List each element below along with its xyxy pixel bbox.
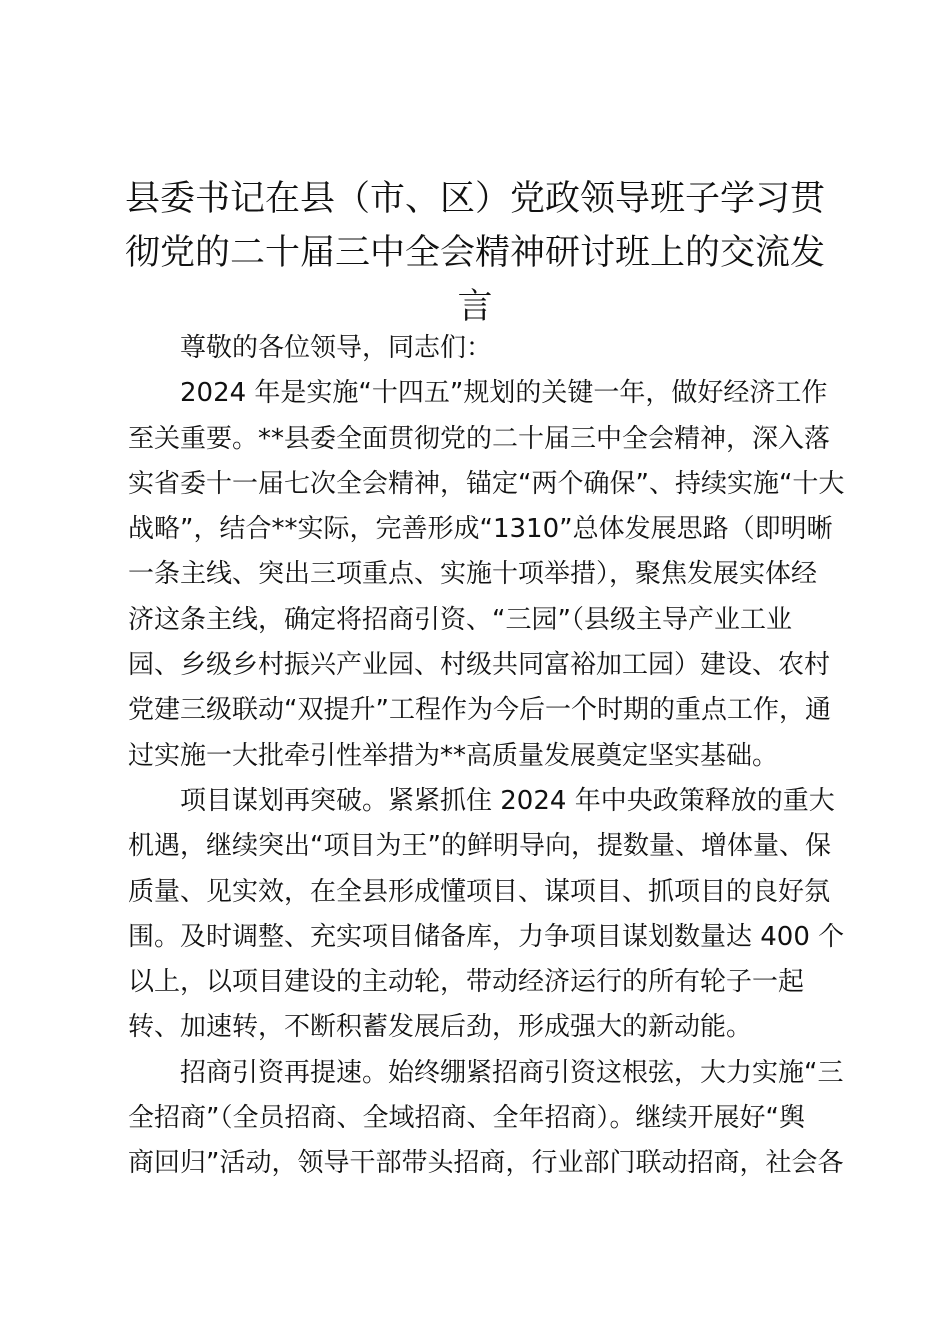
paragraph-line: 质量、见实效，在全县形成懂项目、谋项目、抓项目的良好氛 [128,876,831,907]
paragraph-line: 一条主线、突出三项重点、实施十项举措），聚焦发展实体经 [128,559,818,590]
document-body [128,326,845,1187]
salutation: 尊敬的各位领导，同志们： [180,333,493,363]
paragraph-line: 党建三级联动“双提升”工程作为今后一个时期的重点工作，通 [128,695,831,726]
paragraph-line: 以上，以项目建设的主动轮，带动经济运行的所有轮子一起 [128,967,805,998]
paragraph-line: 济这条主线，确定将招商引资、“三园”（县级主导产业工业 [128,604,792,635]
paragraph-line: 招商引资再提速。始终绷紧招商引资这根弦，大力实施“三 [180,1057,844,1088]
paragraph-line: 转、加速转，不断积蓄发展后劲，形成强大的新动能。 [128,1012,753,1043]
paragraph-line: 围。及时调整、充实项目储备库，力争项目谋划数量达 400 个 [128,921,845,952]
paragraph-line: 园、乡级乡村振兴产业园、村级共同富裕加工园）建设、农村 [128,650,831,681]
paragraph-line: 全招商”（全员招商、全域招商、全年招商）。继续开展好“舆 [128,1103,805,1134]
paragraph-line: 2024 年是实施“十四五”规划的关键一年，做好经济工作 [180,378,828,409]
body-paragraph-investment [128,1051,844,1187]
paragraph-line: 至关重要。**县委全面贯彻党的二十届三中全会精神，深入落 [128,423,831,454]
body-paragraph-intro [128,371,845,779]
title-line: 言 [457,287,493,327]
document-title [118,172,832,334]
body-paragraph-projects [128,779,845,1051]
paragraph-line: 项目谋划再突破。紧紧抓住 2024 年中央政策释放的重大 [180,785,835,816]
title-line: 县委书记在县（市、区）党政领导班子学习贯 [124,179,825,219]
title-line: 彻党的二十届三中全会精神研讨班上的交流发 [124,233,825,273]
paragraph-line: 战略”，结合**实际，完善形成“1310”总体发展思路（即明晰 [128,514,833,545]
paragraph-line: 实省委十一届七次全会精神，锚定“两个确保”、持续实施“十大 [128,468,845,499]
paragraph-line: 商回归”活动，领导干部带头招商，行业部门联动招商，社会各 [128,1148,844,1179]
paragraph-line: 机遇，继续突出“项目为王”的鲜明导向，提数量、增体量、保 [128,831,831,862]
paragraph-line: 过实施一大批牵引性举措为**高质量发展奠定坚实基础。 [128,740,779,771]
salutation-paragraph [128,326,838,371]
